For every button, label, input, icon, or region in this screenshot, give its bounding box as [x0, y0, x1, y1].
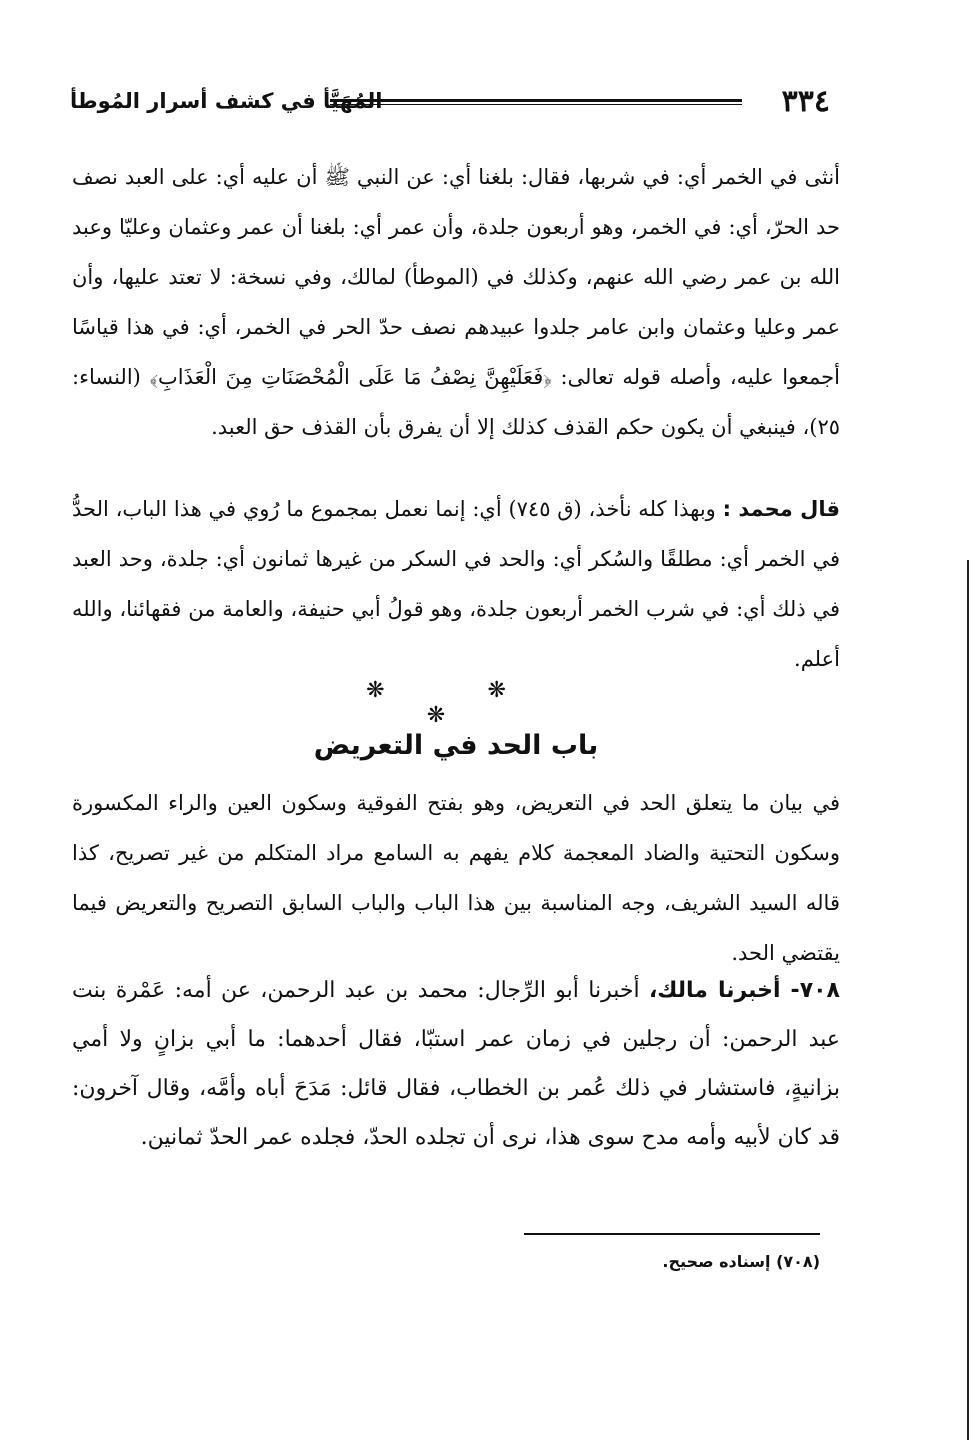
header-rule: [330, 99, 742, 105]
page-header: [70, 84, 830, 124]
page-number: ٣٣٤: [781, 84, 830, 119]
qala-muhammad-label: قال محمد :: [722, 497, 840, 521]
section-divider-stars: ❋ ❋ ❋: [366, 678, 554, 728]
section-title: باب الحد في التعريض: [313, 730, 599, 761]
hadith-number-label: ٧٠٨- أخبرنا مالك،: [648, 978, 840, 1003]
paragraph-qala-muhammad: [72, 484, 840, 671]
footnote: (٧٠٨) إسناده صحيح.: [662, 1252, 820, 1271]
page-edge-line: [967, 560, 969, 1440]
paragraph-qala-muhammad-text: وبهذا كله نأخذ، (ق ٧٤٥) أي: إنما نعمل بمجموع ما رُوي في هذا الباب، الحدُّ في الخمر أي: مطلقًا والسُكر أي: والحد في السكر من غيرها ثمانون أي: جلدة، وحد العبد في ذلك أي: في شرب الخمر أربعون جلدة، وهو قولُ أبي حنيفة، والعامة من فقهائنا، والله أعلم.: [72, 497, 840, 671]
paragraph-hadith-708-text: أخبرنا أبو الرِّجال: محمد بن عبد الرحمن، عن أمه: عَمْرة بنت عبد الرحمن: أن رجلين في زمان عمر استبّا، فقال أحدهما: ما أبي بزانٍ ولا أمي بزانيةٍ، فاستشار في ذلك عُمر بن الخطاب، فقال قائل: مَدَحَ أباه وأمَّه، وقال آخرون: قد كان لأبيه وأمه مدح سوى هذا، نرى أن تجلده الحدّ، فجلده عمر الحدّ ثمانين.: [72, 978, 840, 1150]
running-book-title: المُهَيَّأ في كشف أسرار المُوطأ: [70, 89, 383, 113]
paragraph-section-intro: في بيان ما يتعلق الحد في التعريض، وهو بفتح الفوقية وسكون العين والراء المكسورة وسكون التحتية والضاد المعجمة كلام يفهم به السامع مراد المتكلم من غير تصريح، كذا قاله السيد الشريف، وجه المناسبة بين هذا الباب والباب السابق التصريح والتعريض فيما يقتضي الحد.: [72, 791, 840, 965]
paragraph-hadith-708: [72, 966, 840, 1226]
paragraph-commentary-1: أنثى في الخمر أي: في شربها، فقال: بلغنا أي: عن النبي ﷺ أن عليه أي: على العبد نصف حد الحرّ، أي: في الخمر، وهو أربعون جلدة، وأن عمر أي: بلغنا أن عمر وعثمان وعليّا وعبد الله بن عمر رضي الله عنهم، وكذلك في (الموطأ) لمالك، وفي نسخة: لا تعتد عليها، وأن عمر وعليا وعثمان وابن عامر جلدوا عبيدهم نصف حدّ الحر في الخمر، أي: في هذا قياسًا أجمعوا عليه، وأصله قوله تعالى: ﴿فَعَلَيْهِنَّ نِصْفُ مَا عَلَى الْمُحْصَنَاتِ مِنَ الْعَذَابِ﴾ (النساء: ٢٥)، فينبغي أن يكون حكم القذف كذلك إلا أن يفرق بأن القذف حق العبد.: [72, 165, 840, 439]
footnote-rule: [524, 1233, 820, 1235]
